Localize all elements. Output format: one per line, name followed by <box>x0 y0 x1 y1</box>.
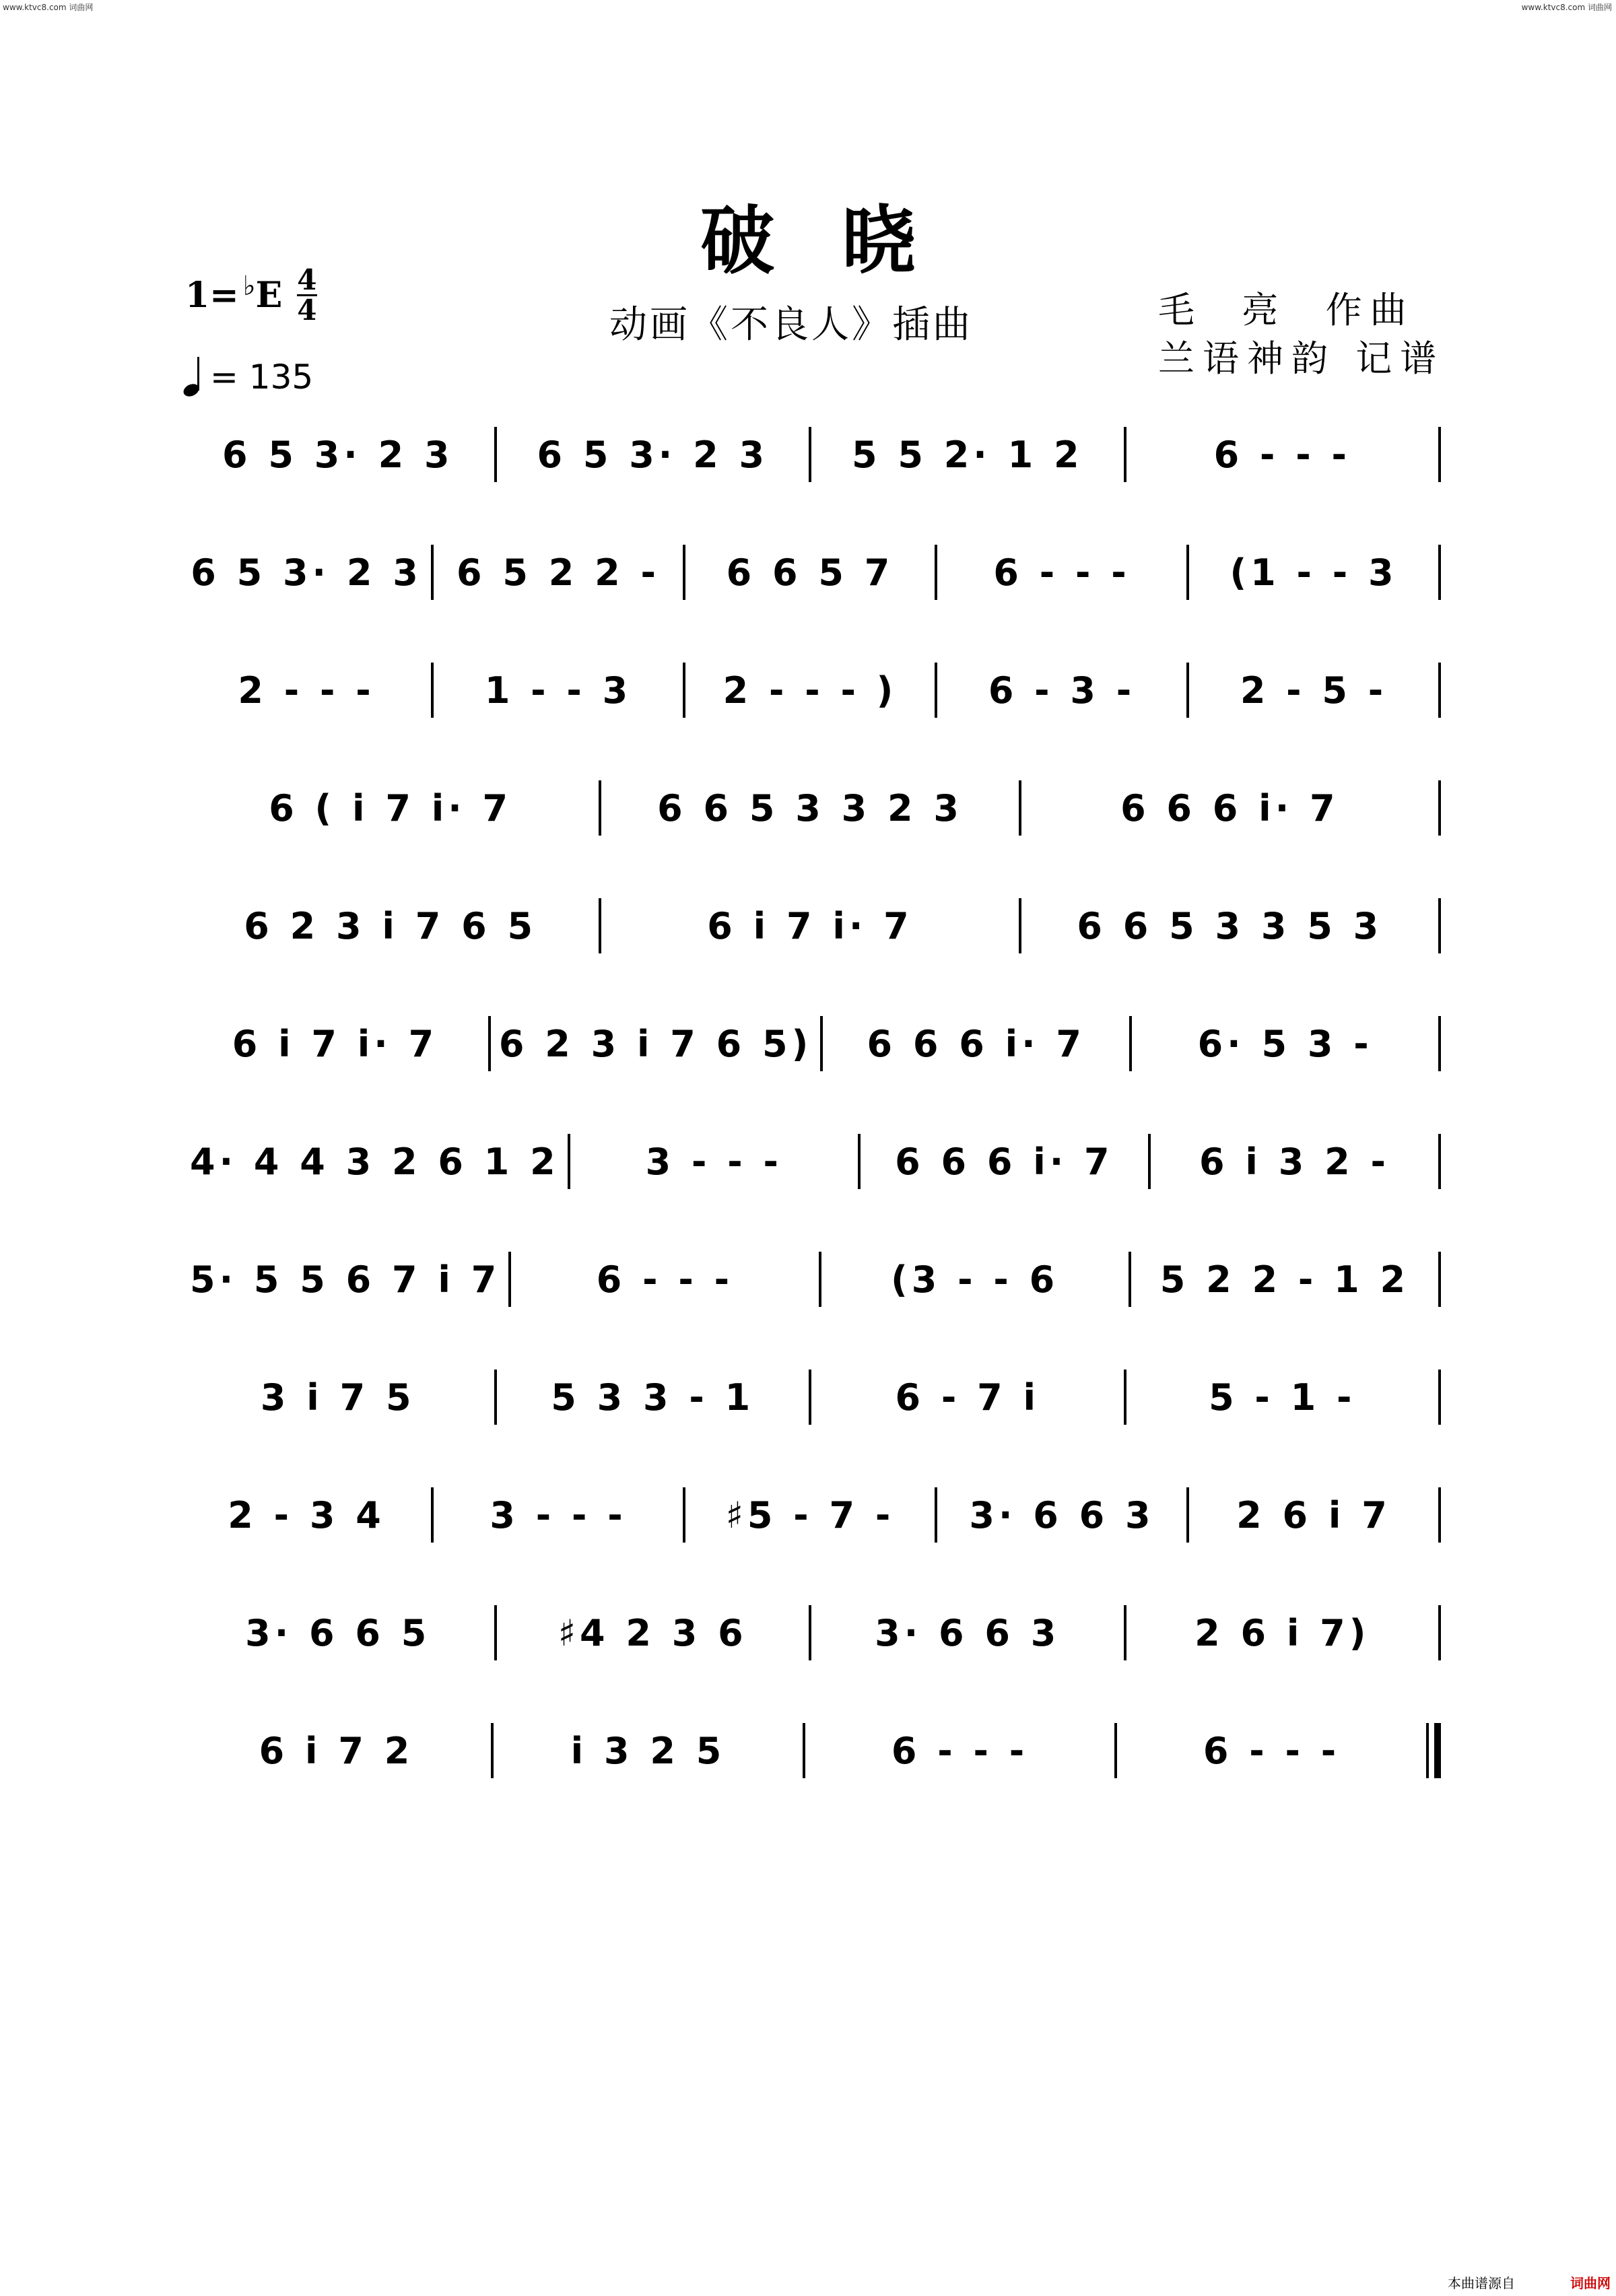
measure-notes: 6 - - - <box>596 1258 733 1301</box>
measure <box>811 1376 1124 1419</box>
measure-notes: 2 - - - ) <box>722 669 898 712</box>
measure-notes: 6 5 3· 2 3 <box>191 551 422 594</box>
measure-notes: ♯4 2 3 6 <box>558 1611 747 1654</box>
measure-notes: 6 - - - <box>1203 1729 1341 1772</box>
score-line <box>182 1000 1441 1087</box>
measure <box>821 1258 1129 1301</box>
measure <box>497 1376 809 1419</box>
barline <box>1438 1487 1441 1543</box>
measure-notes: 6 i 7 2 <box>259 1729 414 1772</box>
barline <box>1438 898 1441 953</box>
measure <box>1151 1141 1438 1183</box>
measure <box>1189 1494 1438 1537</box>
measure-notes: 6 6 6 i· 7 <box>867 1022 1085 1065</box>
measure-notes: 6 i 3 2 - <box>1199 1140 1390 1183</box>
barline <box>1438 1605 1441 1660</box>
composer-credit: 毛 亮 作曲 <box>1158 289 1415 331</box>
footer-source-label: 本曲谱源自 <box>1448 2275 1515 2291</box>
measure <box>1021 787 1438 830</box>
tempo-value: = 135 <box>210 358 314 397</box>
final-barline <box>1426 1723 1441 1778</box>
measure <box>1126 434 1439 476</box>
quarter-note-icon <box>183 357 203 397</box>
measure-notes: 6 6 5 3 3 2 3 <box>657 786 963 830</box>
score-line <box>182 1353 1441 1441</box>
measure-notes: 5 5 2· 1 2 <box>851 433 1083 476</box>
score-line <box>182 1118 1441 1205</box>
page-title: 破晓 <box>700 197 983 284</box>
measure <box>685 551 935 594</box>
measure <box>1131 1258 1438 1301</box>
measure <box>937 1494 1186 1537</box>
barline <box>1438 545 1441 600</box>
measure-notes: i 3 2 5 <box>570 1729 726 1772</box>
measure-notes: 5 3 3 - 1 <box>551 1376 755 1419</box>
measure <box>1132 1023 1438 1065</box>
measure <box>182 1141 568 1183</box>
measure-notes: 6 i 7 i· 7 <box>232 1022 438 1065</box>
measure <box>494 1730 803 1772</box>
measure-notes: 1 - - 3 <box>484 669 632 712</box>
measure <box>511 1258 818 1301</box>
measure-notes: (3 - - 6 <box>891 1258 1059 1301</box>
footer-site-logo: 词曲网 <box>1570 2275 1611 2291</box>
measure <box>601 905 1018 947</box>
measure <box>182 905 599 947</box>
measure-notes: 6 5 3· 2 3 <box>537 433 769 476</box>
measure <box>805 1730 1114 1772</box>
measure <box>861 1141 1148 1183</box>
measure-notes: 5 - 1 - <box>1209 1376 1356 1419</box>
measure <box>434 669 683 712</box>
measure <box>1126 1612 1439 1654</box>
measure <box>823 1023 1129 1065</box>
measure-notes: 2 - 3 4 <box>228 1493 385 1537</box>
score-line <box>182 411 1441 498</box>
measure-notes: 3· 6 6 3 <box>875 1611 1060 1654</box>
tempo-marking <box>183 357 313 397</box>
measure <box>182 1612 494 1654</box>
measure-notes: 6 6 6 i· 7 <box>895 1140 1114 1183</box>
barline <box>1438 1016 1441 1071</box>
measure <box>1189 551 1438 594</box>
measure <box>811 434 1124 476</box>
measure-notes: 6 - - - <box>993 551 1131 594</box>
measure <box>1189 669 1438 712</box>
measure <box>570 1141 858 1183</box>
score-line <box>182 646 1441 734</box>
key-letter: E <box>255 275 283 316</box>
barline <box>1438 1134 1441 1189</box>
measure <box>182 1258 508 1301</box>
measure <box>1117 1730 1426 1772</box>
score-line <box>182 529 1441 616</box>
measure <box>182 434 494 476</box>
measure <box>434 551 683 594</box>
measure-notes: 6 6 6 i· 7 <box>1120 786 1339 830</box>
measure-notes: 6 - 7 i <box>895 1376 1040 1419</box>
key-label: 1= <box>185 275 239 316</box>
barline <box>1438 427 1441 482</box>
measure <box>601 787 1018 830</box>
measure-notes: 6 5 2 2 - <box>457 551 660 594</box>
score-line <box>182 1236 1441 1323</box>
measure <box>182 1494 431 1537</box>
score-line <box>182 1589 1441 1677</box>
measure <box>497 1612 809 1654</box>
barline <box>1438 1252 1441 1307</box>
watermark-top-right: www.ktvc8.com 词曲网 <box>1521 3 1612 12</box>
measure <box>937 551 1186 594</box>
measure <box>182 1376 494 1419</box>
subtitle: 动画《不良人》插曲 <box>609 303 973 347</box>
measure-notes: 6 2 3 i 7 6 5 <box>244 904 537 947</box>
measure-notes: 3 - - - <box>490 1493 627 1537</box>
measure-notes: 5· 5 5 6 7 i 7 <box>190 1258 501 1301</box>
measure-notes: 2 - 5 - <box>1240 669 1388 712</box>
measure <box>811 1612 1124 1654</box>
measure <box>434 1494 683 1537</box>
measure <box>937 669 1186 712</box>
measure-notes: 3 i 7 5 <box>260 1376 415 1419</box>
flat-sign: ♭ <box>242 270 256 302</box>
measure-notes: ♯5 - 7 - <box>725 1493 895 1537</box>
score-line <box>182 764 1441 852</box>
measure <box>182 1023 488 1065</box>
barline <box>1438 780 1441 836</box>
measure-notes: 2 6 i 7) <box>1194 1611 1370 1654</box>
measure-notes: 6 - 3 - <box>988 669 1136 712</box>
time-signature-top: 4 <box>297 263 317 296</box>
measure-notes: 6 - - - <box>891 1729 1029 1772</box>
key-signature <box>185 263 317 327</box>
watermark-top-left: www.ktvc8.com 词曲网 <box>3 3 94 12</box>
measure-notes: 2 - - - <box>238 669 375 712</box>
score-line <box>182 882 1441 970</box>
transcriber-credit: 兰语神韵 记谱 <box>1158 337 1445 380</box>
time-signature-bottom: 4 <box>297 294 317 327</box>
measure <box>491 1023 820 1065</box>
measure <box>1126 1376 1439 1419</box>
measure-notes: 6 2 3 i 7 6 5) <box>498 1022 813 1065</box>
time-signature <box>297 263 317 327</box>
measure-notes: 6· 5 3 - <box>1197 1022 1373 1065</box>
measure-notes: 6 ( i 7 i· 7 <box>269 786 512 830</box>
measure-notes: 3 - - - <box>645 1140 782 1183</box>
measure <box>182 669 431 712</box>
measure <box>685 669 935 712</box>
score-line <box>182 1707 1441 1794</box>
measure <box>182 551 431 594</box>
measure-notes: 6 i 7 i· 7 <box>707 904 913 947</box>
measure <box>182 787 599 830</box>
measure-notes: 3· 6 6 5 <box>245 1611 431 1654</box>
measure-notes: 6 6 5 3 3 5 3 <box>1077 904 1383 947</box>
measure <box>1021 905 1438 947</box>
measure-notes: 2 6 i 7 <box>1236 1493 1391 1537</box>
score-line <box>182 1471 1441 1559</box>
measure-notes: 4· 4 4 3 2 6 1 2 <box>190 1140 560 1183</box>
measure-notes: 6 5 3· 2 3 <box>222 433 454 476</box>
measure-notes: 3· 6 6 3 <box>969 1493 1155 1537</box>
barline <box>1438 1370 1441 1425</box>
measure-notes: 5 2 2 - 1 2 <box>1159 1258 1410 1301</box>
barline <box>1438 663 1441 718</box>
measure-notes: 6 6 5 7 <box>726 551 894 594</box>
measure <box>497 434 809 476</box>
measure <box>685 1494 935 1537</box>
measure <box>182 1730 491 1772</box>
measure-notes: (1 - - 3 <box>1230 551 1398 594</box>
measure-notes: 6 - - - <box>1213 433 1351 476</box>
